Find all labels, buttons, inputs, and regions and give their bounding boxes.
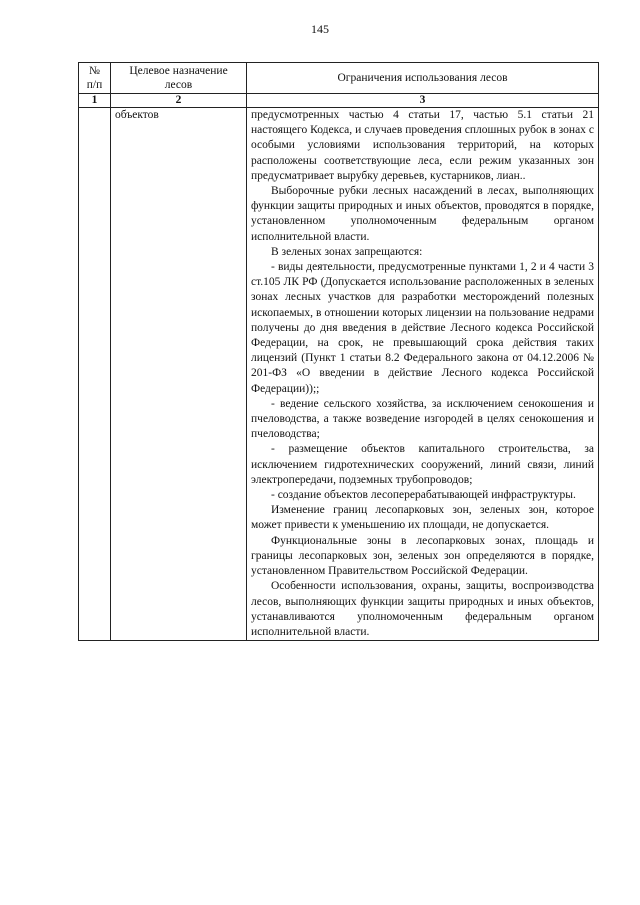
- row-purpose-cell: объектов: [111, 108, 247, 641]
- restriction-paragraph: - ведение сельского хозяйства, за исключением сенокошения и пчеловодства, а также возведение изгородей в целях сенокошения и пчеловодства;: [251, 397, 594, 441]
- restriction-paragraph: - размещение объектов капитального строительства, за исключением гидротехнических сооружений, линий связи, линий электропередачи, подземных трубопроводов;: [251, 443, 594, 486]
- column-number-2: 2: [111, 94, 247, 108]
- page-number: 145: [311, 22, 329, 36]
- column-number-row: [79, 94, 599, 108]
- table-header-row: [79, 63, 599, 94]
- restriction-paragraph: Изменение границ лесопарковых зон, зеленых зон, которое может привести к уменьшению их площади, не допускается.: [251, 504, 594, 532]
- row-restrictions-cell: [247, 108, 599, 641]
- restriction-paragraph: Функциональные зоны в лесопарковых зонах, площадь и границы лесопарковых зон, зеленых зон определяются в порядке, установленном Правительством Российской Федерации.: [251, 534, 594, 578]
- column-number-1: 1: [79, 94, 111, 108]
- table-row: [79, 108, 599, 641]
- column-number-3: 3: [247, 94, 599, 108]
- restriction-paragraph: Особенности использования, охраны, защиты, воспроизводства лесов, выполняющих функции защиты природных и иных объектов, устанавливаются уполномоченным федеральным органом исполнительной власти.: [251, 580, 594, 638]
- restriction-paragraph: предусмотренных частью 4 статьи 17, частью 5.1 статьи 21 настоящего Кодекса, и случаев проведения сплошных рубок в зонах с особыми условиями использования территорий, на которых расположены соответствующие леса, если режим указанных зон предусматривает вырубку деревьев, кустарников, лиан..: [251, 109, 594, 182]
- restriction-paragraph: В зеленых зонах запрещаются:: [271, 245, 423, 258]
- header-restrictions: Ограничения использования лесов: [247, 63, 599, 94]
- restriction-paragraph: - виды деятельности, предусмотренные пунктами 1, 2 и 4 части 3 ст.105 ЛК РФ (Допускается использование расположенных в зеленых зонах лесных участков для разработки месторождений полезных ископаемых, в отношении которых лицензии на пользование недрами получены до дня введения в действие Лесного кодекса Российской Федерации, на срок, не превышающий срока действия таких лицензий (Пункт 1 статьи 8.2 Федерального закона от 04.12.2006 № 201-ФЗ «О введении в действие Лесного кодекса Российской Федерации));;: [251, 261, 594, 395]
- restriction-paragraph: - создание объектов лесоперерабатывающей инфраструктуры.: [271, 489, 576, 502]
- restriction-paragraph: Выборочные рубки лесных насаждений в лесах, выполняющих функции защиты природных и иных объектов, проводятся в порядке, установленном уполномоченным федеральным органом исполнительной власти.: [251, 185, 594, 243]
- row-num-cell: [79, 108, 111, 641]
- forest-restrictions-table: [78, 62, 599, 641]
- header-purpose: Целевое назначение лесов: [111, 63, 247, 94]
- header-num: № п/п: [79, 63, 111, 94]
